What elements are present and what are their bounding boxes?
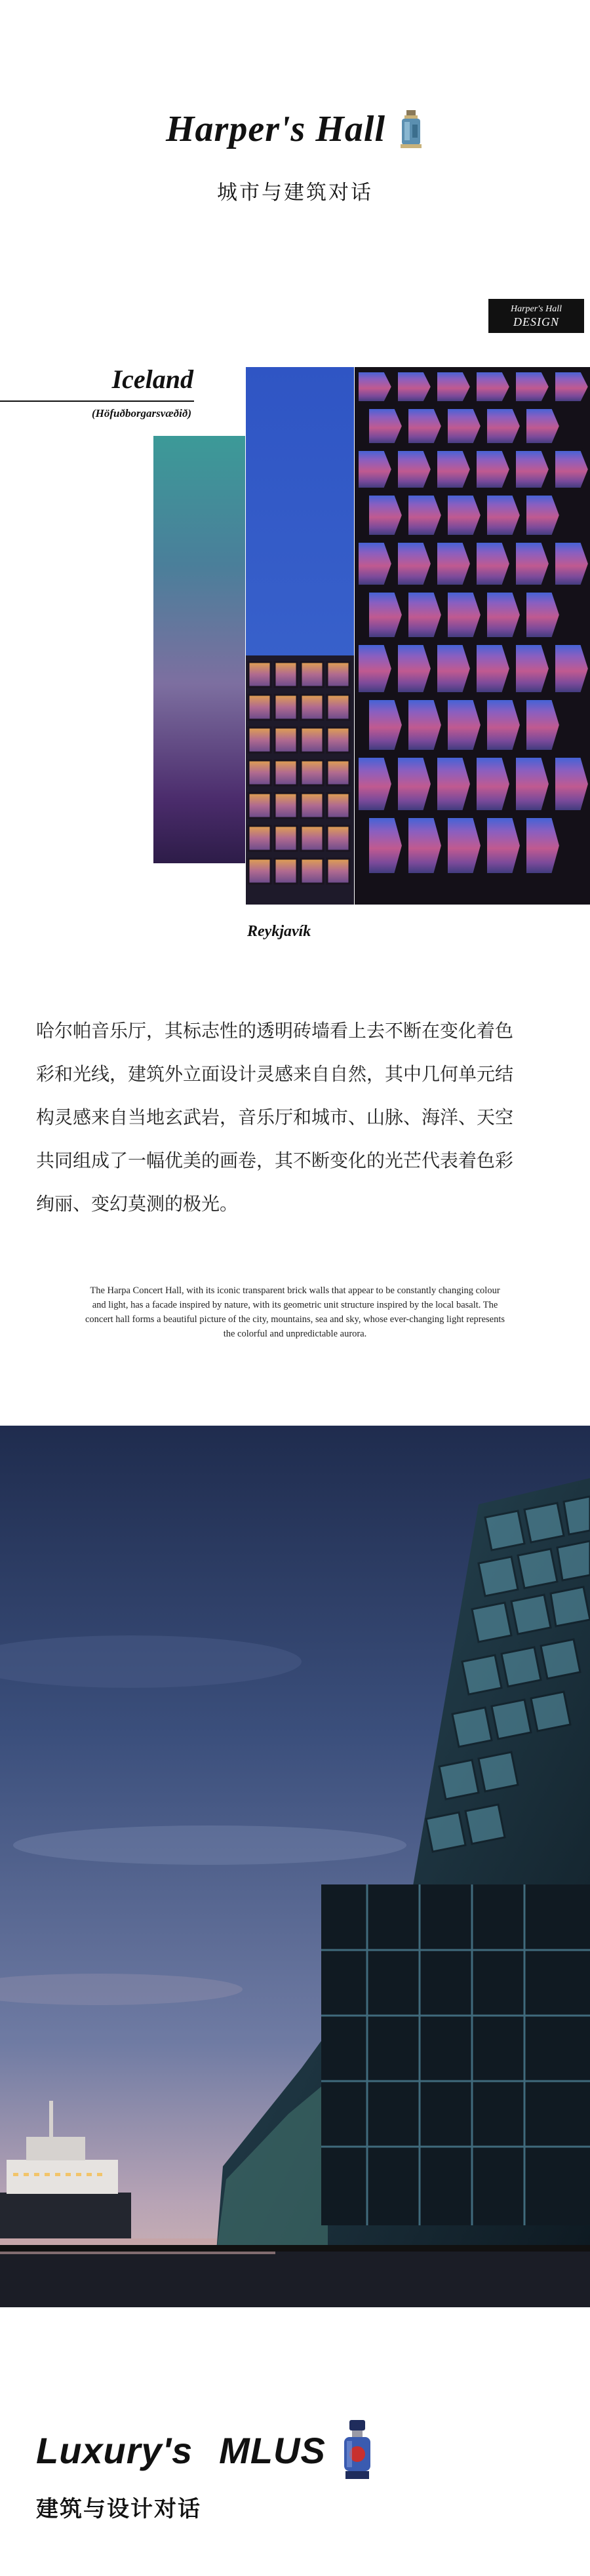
body-zh-line: 共同组成了一幅优美的画卷，其不断变化的光芒代表着色彩: [36, 1150, 514, 1171]
body-en-line: concert hall forms a beautiful picture of the city, mountains, sea and sky, whose ever-changing light represents: [85, 1314, 505, 1325]
harpa-facade-closeup-photo: [355, 367, 590, 905]
header-subtitle: 城市与建筑对话: [217, 181, 373, 205]
photo-caption: Reykjavík: [247, 923, 311, 940]
building-graphic: [0, 1426, 590, 2307]
perfume-bottle-icon: [339, 2419, 376, 2482]
body-text-en: [46, 1283, 544, 1341]
country-rule: [0, 400, 194, 402]
body-en-line: the colorful and unpredictable aurora.: [223, 1329, 367, 1339]
design-badge: [488, 299, 584, 333]
body-en-line: The Harpa Concert Hall, with its iconic transparent brick walls that appear to be constantly changing colour: [90, 1285, 500, 1296]
body-text-zh: [36, 1009, 560, 1226]
footer-subtitle: 建筑与设计对话: [36, 2496, 201, 2522]
badge-line1: Harper's Hall: [510, 304, 562, 314]
body-zh-line: 绚丽、变幻莫测的极光。: [36, 1193, 239, 1215]
site-title: [0, 105, 590, 150]
facade-left-graphic: [246, 367, 354, 905]
body-zh-line: 哈尔帕音乐厅，其标志性的透明砖墙看上去不断在变化着色: [36, 1020, 514, 1042]
gradient-strip: [153, 436, 245, 863]
glass-bottle-icon: [398, 109, 424, 149]
footer-brand: [36, 2419, 376, 2482]
body-zh-line: 彩和光线，建筑外立面设计灵感来自自然，其中几何单元结: [36, 1063, 514, 1085]
harpa-facade-glass-photo: [246, 367, 354, 905]
body-zh-line: 构灵感来自当地玄武岩，音乐厅和城市、山脉、海洋、天空: [36, 1106, 514, 1128]
site-title-text: Harper's Hall: [165, 109, 386, 150]
badge-line2: DESIGN: [513, 315, 559, 328]
facade-right-graphic: [355, 367, 590, 905]
harpa-building-dusk-photo: [0, 1426, 590, 2307]
footer-brand-word1: Luxury's: [36, 2429, 193, 2471]
footer-brand-word2: MLUS: [219, 2429, 326, 2471]
body-en-line: and light, has a facade inspired by nature, with its geometric unit structure inspired by the local basalt. The: [92, 1300, 498, 1310]
country-title: Iceland: [111, 364, 193, 394]
region-label: (Höfuðborgarsvæðið): [91, 407, 191, 420]
